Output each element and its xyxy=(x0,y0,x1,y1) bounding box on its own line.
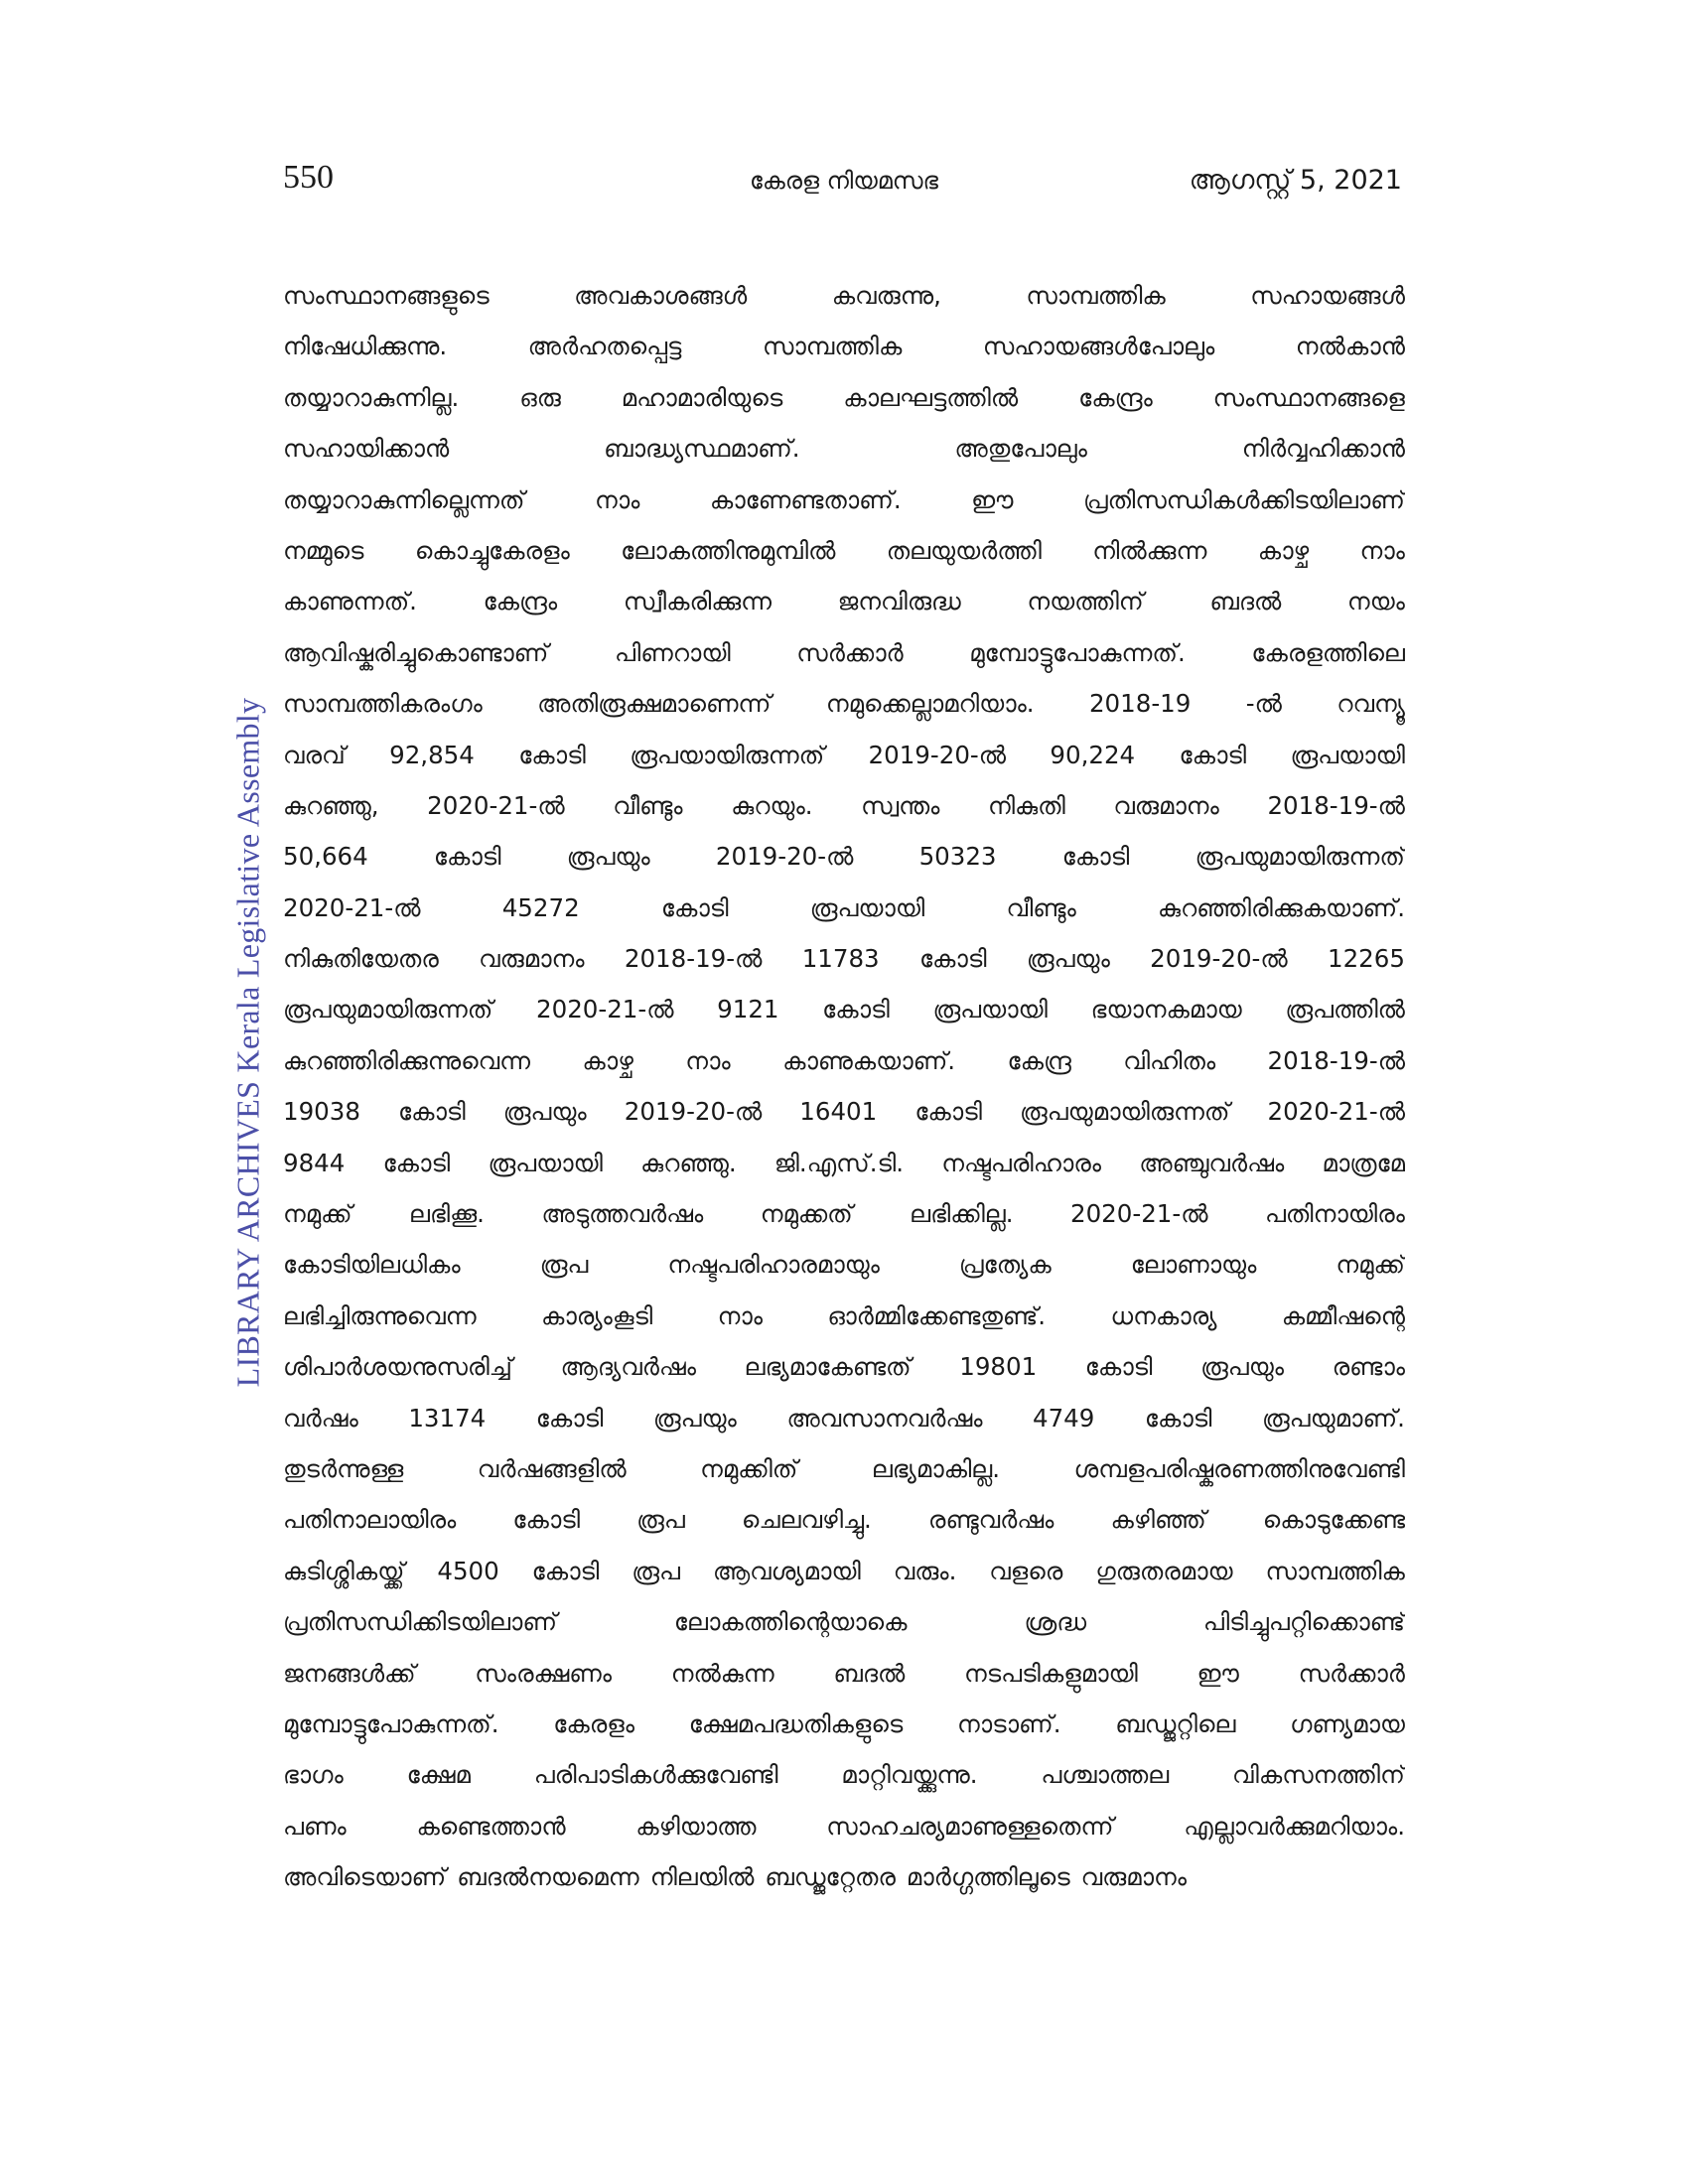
word: സർക്കാർ xyxy=(796,637,904,667)
word: നിലയിൽ xyxy=(649,1862,755,1892)
word: ചെലവഴിച്ചു. xyxy=(741,1505,872,1535)
word: അർഹതപ്പെട്ട xyxy=(527,332,682,361)
word: കൊച്ചുകേരളം xyxy=(414,535,570,565)
word: വികസനത്തിന് xyxy=(1232,1760,1405,1790)
word: രൂപയുമാണ്. xyxy=(1261,1403,1405,1433)
word: രൂപയായി xyxy=(1290,740,1405,769)
text-line xyxy=(283,270,1405,321)
word: സംരക്ഷണം xyxy=(475,1658,613,1688)
word: സാമ്പത്തിക xyxy=(1026,281,1166,310)
word: കാണുകയാണ്. xyxy=(782,1045,956,1075)
word: കോടി xyxy=(382,1148,451,1177)
word: രൂപയും xyxy=(652,1403,737,1433)
text-line xyxy=(283,475,1405,525)
word: ധനകാര്യ xyxy=(1110,1300,1217,1330)
text-line xyxy=(283,423,1405,474)
word: 2020-21-ൽ xyxy=(283,892,421,922)
word: നൽകുന്ന xyxy=(670,1658,774,1688)
text-line xyxy=(283,1393,1405,1443)
word: മുമ്പോട്ടുപോകുന്നത്. xyxy=(283,1708,499,1738)
word: കുറഞ്ഞിരിക്കുകയാണ്. xyxy=(1157,892,1405,922)
text-line xyxy=(283,1596,1405,1647)
word: 13174 xyxy=(408,1403,487,1433)
body-text xyxy=(283,270,1405,1903)
word: സ്വീകരിക്കുന്ന xyxy=(623,587,773,616)
word: ജി.എസ്.ടി. xyxy=(774,1148,905,1177)
word: കമ്മീഷന്റെ xyxy=(1281,1300,1405,1330)
word: തലയുയർത്തി xyxy=(886,535,1042,565)
text-line xyxy=(283,1291,1405,1341)
word: രൂപ xyxy=(636,1505,685,1535)
word: കൊടുക്കേണ്ട xyxy=(1262,1505,1405,1535)
word: വരുമാനം xyxy=(479,944,585,974)
word: സഹായങ്ങൾ xyxy=(1250,281,1405,310)
word: 12265 xyxy=(1327,944,1405,974)
word: ബഡ്ജറ്റിലെ xyxy=(1115,1708,1236,1738)
word: കോടി xyxy=(433,842,501,872)
word: 9121 xyxy=(717,995,779,1024)
word: അവസാനവർഷം xyxy=(786,1403,983,1433)
word: അവകാശങ്ങൾ xyxy=(574,281,748,310)
word: നൽകാൻ xyxy=(1295,332,1405,361)
text-line xyxy=(283,1086,1405,1137)
word: വരവ് xyxy=(283,740,346,769)
word: പശ്ചാത്തല xyxy=(1041,1760,1170,1790)
text-line xyxy=(283,1341,1405,1392)
word: നമ്മുടെ xyxy=(283,535,364,565)
word: വരുമാനം xyxy=(1080,1862,1188,1892)
word: ഒരു xyxy=(519,382,561,412)
word: നയത്തിന് xyxy=(1027,587,1144,616)
word: കവരുന്നു, xyxy=(831,281,941,310)
text-line xyxy=(283,1443,1405,1494)
word: നമുക്ക് xyxy=(1336,1250,1405,1280)
word: സാമ്പത്തിക xyxy=(762,332,903,361)
word: സാഹചര്യമാണുള്ളതെന്ന് xyxy=(826,1811,1114,1841)
word: വീണ്ടും xyxy=(1006,892,1076,922)
word: കോടി xyxy=(518,740,586,769)
word: നാടാണ്. xyxy=(957,1708,1061,1738)
word: വർഷം xyxy=(283,1403,358,1433)
text-line xyxy=(283,1699,1405,1749)
word: മഹാമാരിയുടെ xyxy=(621,382,783,412)
word: സഹായങ്ങൾപോലും xyxy=(982,332,1215,361)
word: പ്രതിസന്ധിക്കിടയിലാണ് xyxy=(283,1607,558,1637)
text-line xyxy=(283,730,1405,780)
word: കണ്ടെത്താൻ xyxy=(416,1811,566,1841)
word: 2018-19-ൽ xyxy=(624,944,763,974)
word: 92,854 xyxy=(389,740,475,769)
word: ലഭിക്കൂ. xyxy=(409,1199,485,1229)
text-line xyxy=(283,576,1405,626)
word: കോടിയിലധികം xyxy=(283,1250,461,1280)
word: 2019-20-ൽ xyxy=(1150,944,1288,974)
word: കാര്യംകൂടി xyxy=(541,1300,653,1330)
word: തുടർന്നുള്ള xyxy=(283,1453,404,1483)
word: നികുതി xyxy=(988,790,1065,820)
word: 2018-19-ൽ xyxy=(1267,790,1405,820)
word: കോടി xyxy=(1084,1352,1153,1382)
word: 2020-21-ൽ xyxy=(536,995,674,1024)
word: കാലഘട്ടത്തിൽ xyxy=(843,382,1019,412)
word: നയം xyxy=(1346,587,1405,616)
word: രൂപയായി xyxy=(488,1148,603,1177)
text-line xyxy=(283,1188,1405,1239)
page-number: 550 xyxy=(283,159,334,196)
word: ഈ xyxy=(971,484,1014,514)
word: സാമ്പത്തികരംഗം xyxy=(283,689,483,719)
word: 4749 xyxy=(1033,1403,1095,1433)
word: പ്രതിസന്ധികൾക്കിടയിലാണ് xyxy=(1082,484,1405,514)
word: രൂപ xyxy=(539,1250,589,1280)
word: കോടി xyxy=(822,995,890,1024)
word: സ്വന്തം xyxy=(861,790,940,820)
text-line xyxy=(283,780,1405,831)
word: ലഭ്യമാകില്ല. xyxy=(871,1453,1001,1483)
word: 2020-21-ൽ xyxy=(1070,1199,1208,1229)
running-title: കേരള നിയമസഭ xyxy=(749,167,939,195)
word: കാഴ്ച xyxy=(582,1045,633,1075)
word: രൂപയായിരുന്നത് xyxy=(630,740,825,769)
text-line xyxy=(283,1035,1405,1086)
word: രൂപത്തിൽ xyxy=(1285,995,1405,1024)
text-line xyxy=(283,984,1405,1034)
word: 50323 xyxy=(918,842,997,872)
word: ബാദ്ധ്യസ്ഥമാണ്. xyxy=(604,434,800,464)
word: ഈ xyxy=(1196,1658,1239,1688)
word: പതിനാലായിരം xyxy=(283,1505,457,1535)
word: നമുക്കിത് xyxy=(700,1453,798,1483)
word: വീണ്ടും xyxy=(613,790,683,820)
word: ആവശ്യമായി xyxy=(712,1556,861,1585)
word: കാഴ്ച xyxy=(1257,535,1310,565)
word: 2019-20-ൽ xyxy=(868,740,1007,769)
word: അതുപോലും xyxy=(954,434,1087,464)
word: കാണേണ്ടതാണ്. xyxy=(709,484,902,514)
word: നടപടികളുമായി xyxy=(963,1658,1138,1688)
word: രൂപയും xyxy=(502,1097,587,1127)
word: സർക്കാർ xyxy=(1298,1658,1405,1688)
word: മുമ്പോട്ടുപോകുന്നത്. xyxy=(969,637,1186,667)
word: പണം xyxy=(283,1811,347,1841)
word: രൂപയും xyxy=(1026,944,1110,974)
word: 2019-20-ൽ xyxy=(624,1097,763,1127)
word: കേരളത്തിലെ xyxy=(1251,637,1405,667)
word: നികുതിയേതര xyxy=(283,944,439,974)
word: നാം xyxy=(685,1045,731,1075)
word: രൂപയും xyxy=(566,842,650,872)
word: 11783 xyxy=(801,944,880,974)
word: മാറ്റിവയ്ക്കുന്നു. xyxy=(841,1760,978,1790)
word: വർഷങ്ങളിൽ xyxy=(477,1453,627,1483)
word: കഴിയാത്ത xyxy=(635,1811,757,1841)
word: 9844 xyxy=(283,1148,346,1177)
text-line xyxy=(283,1801,1405,1851)
word: പ്രത്യേക xyxy=(958,1250,1052,1280)
word: ഗുരുതരമായ xyxy=(1095,1556,1233,1585)
word: ലോണായും xyxy=(1130,1250,1257,1280)
word: ഗണ്യമായ xyxy=(1290,1708,1405,1738)
text-line xyxy=(283,1546,1405,1596)
word: സംസ്ഥാനങ്ങളുടെ xyxy=(283,281,490,310)
word: ലോകത്തിന്റെയാകെ xyxy=(673,1607,908,1637)
word: 50,664 xyxy=(283,842,368,872)
word: പിണറായി xyxy=(614,637,731,667)
word: -ൽ xyxy=(1245,689,1282,719)
text-line xyxy=(283,678,1405,729)
word: നഷ്ടപരിഹാരം xyxy=(941,1148,1102,1177)
word: ജനങ്ങൾക്ക് xyxy=(283,1658,416,1688)
text-line xyxy=(283,1749,1405,1800)
word: 4500 xyxy=(437,1556,499,1585)
word: രണ്ടുവർഷം xyxy=(927,1505,1055,1535)
word: 19801 xyxy=(959,1352,1038,1382)
word: രൂപയുമായിരുന്നത് xyxy=(1020,1097,1230,1127)
text-line xyxy=(283,1494,1405,1545)
word: മാത്രമേ xyxy=(1322,1148,1405,1177)
word: ലഭിക്കില്ല. xyxy=(910,1199,1014,1229)
word: കേന്ദ്ര xyxy=(1007,1045,1071,1075)
word: കുറഞ്ഞു, xyxy=(283,790,379,820)
word: നമുക്കത് xyxy=(760,1199,853,1229)
word: 2020-21-ൽ xyxy=(1267,1097,1405,1127)
word: അടുത്തവർഷം xyxy=(541,1199,704,1229)
word: കുറഞ്ഞിരിക്കുന്നുവെന്ന xyxy=(283,1045,531,1075)
word: രൂപയുമായിരുന്നത് xyxy=(283,995,493,1024)
word: സഹായിക്കാൻ xyxy=(283,434,450,464)
word: റവന്യൂ xyxy=(1336,689,1405,719)
word: പതിനായിരം xyxy=(1264,1199,1405,1229)
word: കോടി xyxy=(660,892,729,922)
header-date: ആഗസ്റ്റ് 5, 2021 xyxy=(1189,165,1402,196)
word: മാർഗ്ഗത്തിലൂടെ xyxy=(906,1862,1070,1892)
watermark: LIBRARY ARCHIVES Kerala Legislative Assembly xyxy=(229,697,266,1388)
word: ശിപാർശയനുസരിച്ച് xyxy=(283,1352,512,1382)
word: കേന്ദ്രം xyxy=(1078,382,1153,412)
word: രണ്ടാം xyxy=(1332,1352,1405,1382)
word: വളരെ xyxy=(989,1556,1063,1585)
word: നിർവ്വഹിക്കാൻ xyxy=(1241,434,1405,464)
word: നിഷേധിക്കുന്നു. xyxy=(283,332,448,361)
word: ബദൽ xyxy=(833,1658,906,1688)
word: കോടി xyxy=(398,1097,466,1127)
text-line xyxy=(283,1138,1405,1188)
word: കോടി xyxy=(914,1097,982,1127)
word: കോടി xyxy=(1179,740,1247,769)
word: വരും. xyxy=(893,1556,957,1585)
text-line xyxy=(283,627,1405,678)
text-line xyxy=(283,1648,1405,1699)
word: കോടി xyxy=(512,1505,581,1535)
word: ഭയാനകമായ xyxy=(1090,995,1242,1024)
text-line xyxy=(283,1239,1405,1290)
word: നമുക്കെല്ലാമറിയാം. xyxy=(825,689,1035,719)
word: ശ്രദ്ധ xyxy=(1024,1607,1087,1637)
text-line xyxy=(283,831,1405,882)
word: അഞ്ചുവർഷം xyxy=(1139,1148,1285,1177)
word: ലോകത്തിനുമുമ്പിൽ xyxy=(621,535,836,565)
word: പിടിച്ചുപറ്റിക്കൊണ്ട് xyxy=(1202,1607,1405,1637)
text-line xyxy=(283,525,1405,576)
word: രൂപയായി xyxy=(932,995,1048,1024)
word: രൂപയായി xyxy=(809,892,925,922)
word: ആവിഷ്കരിച്ചുകൊണ്ടാണ് xyxy=(283,637,549,667)
word: രൂപയുമായിരുന്നത് xyxy=(1195,842,1405,872)
word: അവിടെയാണ് xyxy=(283,1862,447,1892)
word: ഭാഗം xyxy=(283,1760,344,1790)
word: നഷ്ടപരിഹാരമായും xyxy=(667,1250,880,1280)
word: കുടിശ്ശികയ്ക്ക് xyxy=(283,1556,405,1585)
word: കോടി xyxy=(918,944,987,974)
word: കുറയും. xyxy=(731,790,813,820)
word: കാണുന്നത്. xyxy=(283,587,417,616)
word: ബഡ്ജറ്റേതര xyxy=(765,1862,896,1892)
word: രൂപയും xyxy=(1200,1352,1284,1382)
word: അതിരൂക്ഷമാണെന്ന് xyxy=(537,689,772,719)
word: ഓർമ്മിക്കേണ്ടതുണ്ട്. xyxy=(827,1300,1047,1330)
word: വരുമാനം xyxy=(1113,790,1219,820)
word: 45272 xyxy=(501,892,580,922)
word: കേന്ദ്രം xyxy=(483,587,558,616)
word: കുറഞ്ഞു. xyxy=(640,1148,737,1177)
word: നാം xyxy=(1359,535,1405,565)
word: 90,224 xyxy=(1050,740,1136,769)
word: ബദൽ xyxy=(1209,587,1282,616)
word: നമുക്ക് xyxy=(283,1199,352,1229)
word: ക്ഷേമ xyxy=(406,1760,471,1790)
word: ലഭ്യമാകേണ്ടത് xyxy=(744,1352,912,1382)
word: ബദൽനയമെന്ന xyxy=(457,1862,639,1892)
word: സംസ്ഥാനങ്ങളെ xyxy=(1212,382,1405,412)
word: ജനവിരുദ്ധ xyxy=(837,587,961,616)
word: 2018-19-ൽ xyxy=(1267,1045,1405,1075)
word: നിൽക്കുന്ന xyxy=(1092,535,1207,565)
word: 2020-21-ൽ xyxy=(427,790,565,820)
word: പരിപാടികൾക്കുവേണ്ടി xyxy=(533,1760,778,1790)
word: ക്ഷേമപദ്ധതികളുടെ xyxy=(688,1708,904,1738)
word: നാം xyxy=(594,484,640,514)
word: ആദ്യവർഷം xyxy=(560,1352,697,1382)
word: കഴിഞ്ഞ് xyxy=(1110,1505,1206,1535)
text-line xyxy=(283,933,1405,984)
word: 16401 xyxy=(799,1097,878,1127)
word: കോടി xyxy=(531,1556,600,1585)
text-line xyxy=(283,883,1405,933)
word: കോടി xyxy=(1061,842,1130,872)
text-line xyxy=(283,321,1405,371)
text-line xyxy=(283,372,1405,423)
word: തയ്യാറാകുന്നില്ലെന്നത് xyxy=(283,484,525,514)
word: 2019-20-ൽ xyxy=(715,842,854,872)
word: നാം xyxy=(717,1300,763,1330)
word: തയ്യാറാകുന്നില്ല. xyxy=(283,382,460,412)
text-line xyxy=(283,1851,1405,1902)
word: രൂപ xyxy=(632,1556,680,1585)
word: എല്ലാവർക്കുമറിയാം. xyxy=(1184,1811,1405,1841)
word: കോടി xyxy=(535,1403,604,1433)
word: വിഹിതം xyxy=(1123,1045,1216,1075)
word: 19038 xyxy=(283,1097,360,1127)
word: സാമ്പത്തിക xyxy=(1265,1556,1405,1585)
word: ലഭിച്ചിരുന്നുവെന്ന xyxy=(283,1300,477,1330)
word: കോടി xyxy=(1144,1403,1212,1433)
word: കേരളം xyxy=(553,1708,635,1738)
word: ശമ്പളപരിഷ്കരണത്തിനുവേണ്ടി xyxy=(1073,1453,1405,1483)
word: 2018-19 xyxy=(1088,689,1192,719)
